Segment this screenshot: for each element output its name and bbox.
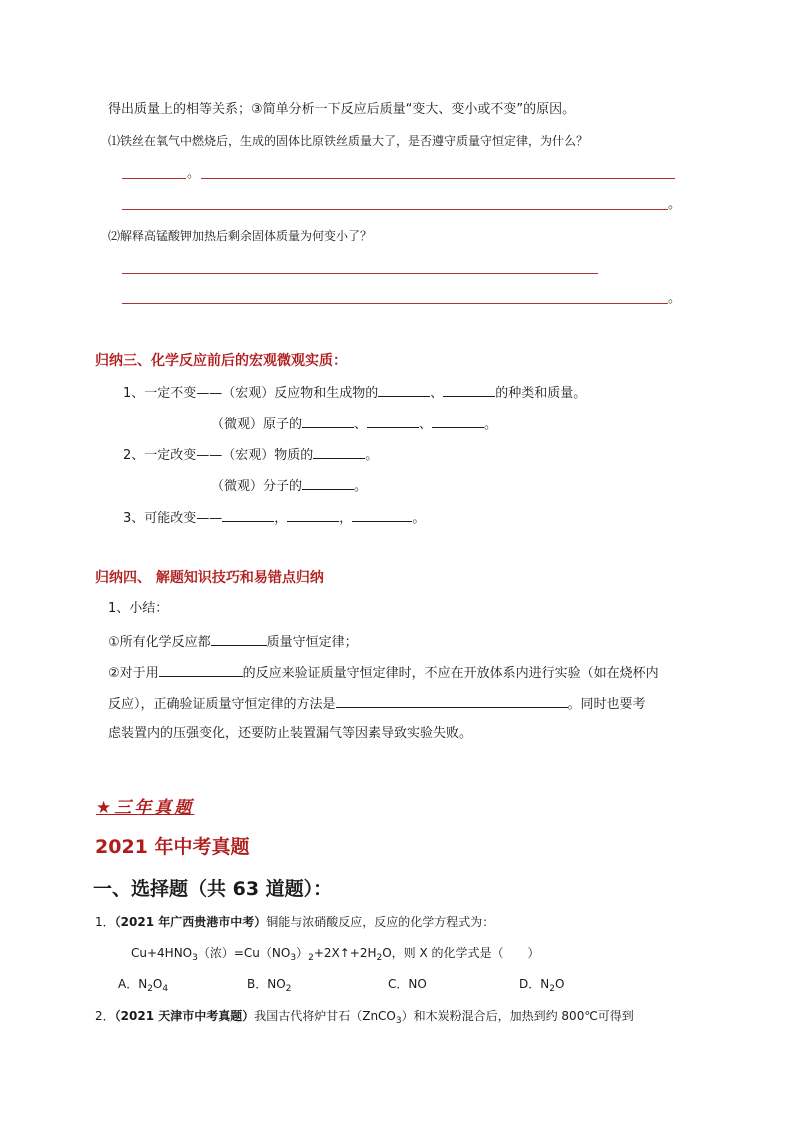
fill-blank	[302, 414, 354, 428]
answer-blank	[122, 209, 668, 210]
point-text: 的反应来验证质量守恒定律时，不应在开放体系内进行实验（如在烧杯内	[242, 666, 659, 681]
subscript: 2	[308, 953, 314, 963]
question-1	[95, 913, 494, 931]
fill-blank	[287, 508, 339, 522]
period: 。	[668, 291, 682, 306]
section-3-item-1-macro	[123, 383, 586, 403]
fill-blank	[313, 445, 365, 459]
fill-blank	[432, 414, 484, 428]
summary-point-1	[108, 632, 358, 652]
answer-blank	[122, 178, 186, 179]
subscript: 4	[162, 984, 169, 994]
fill-blank	[222, 508, 274, 522]
subscript: 3	[192, 953, 198, 963]
fill-blank	[211, 632, 267, 646]
separator: 、	[419, 417, 433, 432]
question-stem: 铜能与浓硝酸反应，反应的化学方程式为：	[266, 915, 495, 929]
option-label: B．NO	[247, 977, 286, 991]
option-a[interactable]	[118, 975, 168, 998]
intro-line: 得出质量上的相等关系；③简单分析一下反应后质量“变大、变小或不变”的原因。	[108, 102, 576, 117]
subscript: 3	[395, 1016, 402, 1026]
section-3-item-2-micro	[211, 476, 367, 496]
multiple-choice-heading: 一、选择题（共 63 道题）：	[93, 878, 333, 900]
equation-part: （浓）=Cu（NO	[197, 946, 291, 960]
subscript: 2	[376, 953, 383, 963]
summary-point-2	[108, 663, 659, 683]
item-text: （微观）原子的	[211, 417, 303, 432]
subscript: 2	[147, 984, 153, 994]
separator: 、	[430, 386, 444, 401]
option-d[interactable]	[519, 975, 564, 998]
item-end: 。	[412, 511, 426, 526]
option-c[interactable]	[388, 975, 427, 993]
option-part: O	[152, 977, 163, 991]
fill-blank	[302, 476, 354, 490]
answer-blank	[122, 303, 668, 304]
fill-blank	[159, 663, 243, 677]
section-4-title: 归纳四、 解题知识技巧和易错点归纳	[95, 570, 324, 586]
three-year-exam-heading: ★三年真题	[96, 798, 195, 818]
period: 。	[187, 166, 201, 181]
section-3-title: 归纳三、化学反应前后的宏观微观实质：	[95, 353, 347, 369]
question-stem: 我国古代将炉甘石（ZnCO	[254, 1009, 396, 1023]
option-b[interactable]	[247, 975, 291, 998]
subscript: 2	[285, 984, 292, 994]
question-2	[95, 1007, 634, 1030]
option-label: C．NO	[388, 977, 427, 991]
chemical-equation	[131, 944, 540, 967]
equation-part: O，则 X 的化学式是（ ）	[382, 946, 540, 960]
item-end: 。	[354, 479, 368, 494]
question-source: （2021 天津市中考真题）	[114, 1009, 255, 1023]
subscript: 3	[290, 953, 297, 963]
option-label: A．N	[118, 977, 148, 991]
point-text: 质量守恒定律；	[266, 635, 358, 650]
fill-blank	[336, 694, 568, 708]
fill-blank	[367, 414, 419, 428]
separator: 、	[354, 417, 368, 432]
point-text: ②对于用	[108, 666, 159, 681]
fill-blank	[443, 383, 495, 397]
option-label: D．N	[519, 977, 550, 991]
fill-blank	[352, 508, 412, 522]
item-text: 2、一定改变——（宏观）物质的	[123, 448, 314, 463]
answer-blank	[122, 273, 598, 274]
equation-part: Cu+4HNO	[131, 946, 193, 960]
item-text: （微观）分子的	[211, 479, 303, 494]
section-3-item-2-macro	[123, 445, 378, 465]
separator: ，	[274, 511, 288, 526]
point-text: 反应），正确验证质量守恒定律的方法是	[108, 697, 336, 712]
item-end: 。	[365, 448, 379, 463]
question-1-text: ⑴铁丝在氧气中燃烧后，生成的固体比原铁丝质量大了，是否遵守质量守恒定律，为什么？	[108, 134, 589, 148]
equation-part: ）	[296, 946, 309, 960]
period: 。	[668, 197, 682, 212]
summary-point-2-cont	[108, 694, 646, 714]
point-text: ①所有化学反应都	[108, 635, 211, 650]
fill-blank	[378, 383, 430, 397]
question-number: 1．	[95, 915, 115, 929]
exam-year-heading: 2021 年中考真题	[95, 836, 250, 858]
option-part: O	[554, 977, 565, 991]
equation-part: +2X↑+2H	[313, 946, 377, 960]
section-3-item-1-micro	[211, 414, 497, 434]
question-number: 2．	[95, 1009, 115, 1023]
question-stem: ）和木炭粉混合后，加热到约 800℃可得到	[401, 1009, 634, 1023]
subscript: 2	[549, 984, 555, 994]
answer-blank	[201, 178, 675, 179]
summary-label: 1、小结：	[108, 601, 169, 616]
item-text: 1、一定不变——（宏观）反应物和生成物的	[123, 386, 379, 401]
item-text: 的种类和质量。	[495, 386, 587, 401]
point-text: 。同时也要考	[567, 697, 646, 712]
item-end: 。	[484, 417, 498, 432]
summary-point-2-end: 虑装置内的压强变化，还要防止装置漏气等因素导致实验失败。	[108, 726, 473, 741]
item-text: 3、可能改变——	[123, 511, 223, 526]
question-2-text: ⑵解释高锰酸钾加热后剩余固体质量为何变小了？	[108, 229, 373, 243]
section-3-item-3	[123, 508, 425, 528]
question-source: （2021 年广西贵港市中考）	[114, 915, 267, 929]
separator: ，	[339, 511, 353, 526]
